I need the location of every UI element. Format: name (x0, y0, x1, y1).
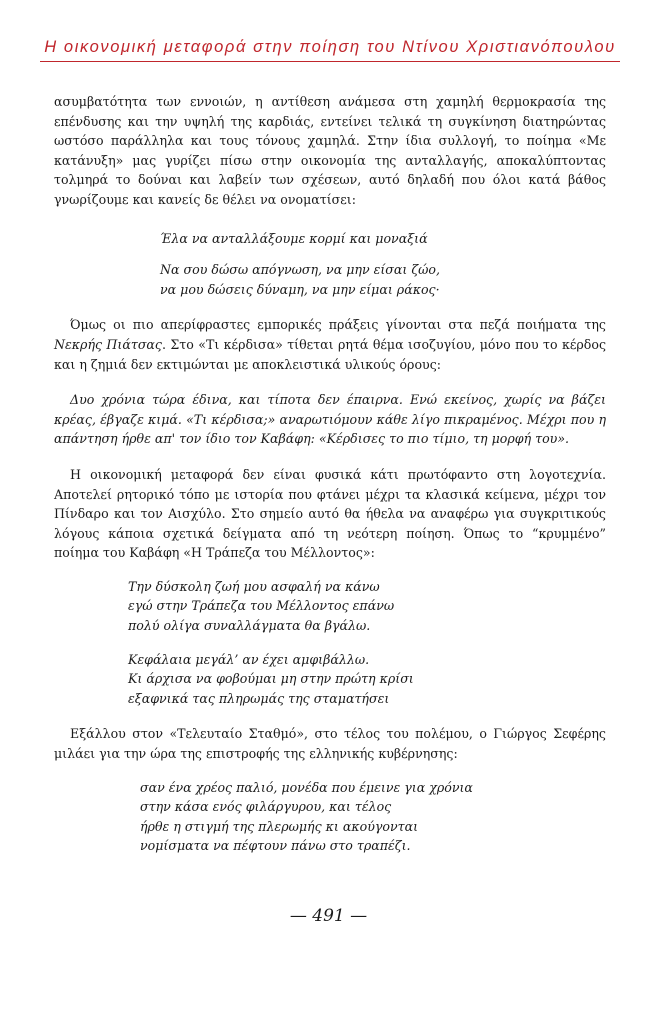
verse-line: να μου δώσεις δύναμη, να μην είμαι ράκος· (160, 281, 440, 297)
page-body (54, 92, 606, 856)
paragraph-4: Εξάλλου στον «Τελευταίο Σταθμό», στο τέλος του πολέμου, ο Γιώργος Σεφέρης μιλάει για την ώρα της επιστροφής της ελληνικής κυβέρνησης: (54, 726, 606, 762)
book-title: Νεκρής Πιάτσας (54, 336, 162, 352)
paragraph-1: ασυμβατότητα των εννοιών, η αντίθεση ανάμεσα στη χαμηλή θερμοκρασία της επένδυσης και την υψηλή της καρδιάς, εντείνει τελικά τη συγκίνηση διατηρώντας ωστόσο παράλληλα και τους τόνους χαμηλά. Στην ίδια συλλογή, το ποίημα «Με κατάνυξη» μας γυρίζει πίσω στην οικονομία της ανταλλαγής, αποκαλύπτοντας τολμηρά το δούναι και λαβείν των σχέσεων, αυτό δηλαδή που όλοι κατά βάθος γνωρίζουμε και κανείς δε θέλει να ονοματίσει: (54, 94, 606, 207)
verse-stanza-1 (54, 229, 606, 249)
verse-line: πολύ ολίγα συναλλάγματα θα βγάλω. (128, 618, 371, 634)
paragraph-2-text-cont: . Στο «Τι κέρδισα» τίθεται ρητά θέμα ισοζυγίου, μόνο που το κέρδος και η ζημιά δεν εκτιμώνται με αποκλειστικά υλικούς όρους: (54, 336, 606, 372)
verse-line: νομίσματα να πέφτουν πάνω στο τραπέζι. (140, 838, 411, 854)
paragraph-3: Η οικονομική μεταφορά δεν είναι φυσικά κάτι πρωτόφαντο στη λογοτεχνία. Αποτελεί ρητορικό τόπο με ιστορία που φτάνει μέχρι τα κλασικά κείμενα, μέχρι τον Πίνδαρο και τον Αισχύλο. Στο σημείο αυτό θα ήθελα να αναφέρω για συγκριτικούς λόγους κάποια σχετικά δείγματα από τη νεότερη ποίηση. Όπως το “κρυμμένο” ποίημα του Καβάφη «Η Τράπεζα του Μέλλοντος»: (54, 466, 606, 561)
verse-stanza-5 (54, 778, 606, 856)
verse-stanza-4 (54, 650, 606, 709)
paragraph-2 (54, 315, 606, 374)
verse-line: Κεφάλαια μεγάλ’ αν έχει αμφιβάλλω. (128, 651, 370, 667)
verse-line: Κι άρχισα να φοβούμαι μη στην πρώτη κρίσι (128, 671, 414, 687)
running-title: Η οικονομική μεταφορά στην ποίηση του Ντίνου Χριστιανόπουλου (44, 38, 616, 56)
verse-line: σαν ένα χρέος παλιό, μονέδα που έμεινε για χρόνια (140, 779, 473, 795)
verse-line: ήρθε η στιγμή της πλερωμής κι ακούγονται (140, 818, 419, 834)
verse-line: στην κάσα ενός φιλάργυρου, και τέλος (140, 799, 392, 815)
header-rule (40, 61, 620, 62)
paragraph-2-text: Όμως οι πιο απερίφραστες εμπορικές πράξεις γίνονται στα πεζά ποιήματα της (70, 317, 606, 333)
verse-line: Να σου δώσω απόγνωση, να μην είσαι ζώο, (160, 262, 441, 278)
verse-line: εγώ στην Τράπεζα του Μέλλοντος επάνω (128, 598, 395, 614)
verse-line: εξαφνικά τας πληρωμάς της σταματήσει (128, 690, 390, 706)
verse-stanza-3 (54, 577, 606, 636)
verse-stanza-2 (54, 260, 606, 299)
prose-poem-quote: Δυο χρόνια τώρα έδινα, και τίποτα δεν έπαιρνα. Ενώ εκείνος, χωρίς να βάζει κρέας, έβγαζε κιμά. «Τι κέρδισα;» αναρωτιόμουν κάθε λίγο πικραμένος. Μέχρι που η απάντηση ήρθε απ' τον ίδιο τον Καβάφη: «Κέρδισες το πιο τίμιο, τη μορφή του». (54, 392, 606, 447)
page-number: — 491 — (289, 906, 368, 926)
verse-line: Την δύσκολη ζωή μου ασφαλή να κάνω (128, 578, 380, 594)
verse-line: Έλα να ανταλλάξουμε κορμί και μοναξιά (160, 230, 428, 246)
running-header (40, 38, 620, 62)
